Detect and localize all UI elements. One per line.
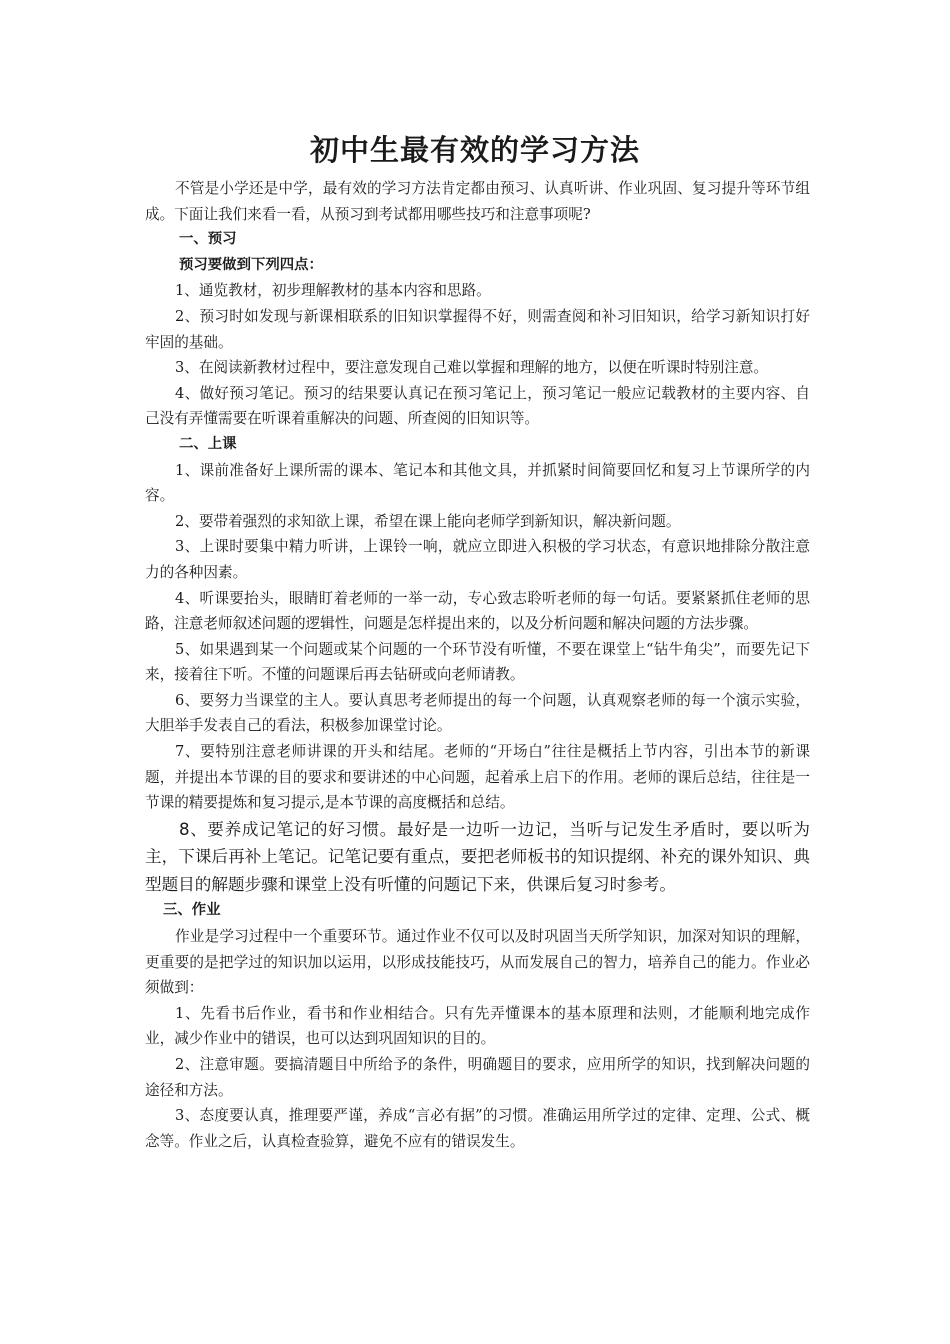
class-item-notes: 8、要养成记笔记的好习惯。最好是一边听一边记，当听与记发生矛盾时，要以听为主，下课后再补上笔记。记笔记要有重点，要把老师板书的知识提纲、补充的课外知识、典型题目的解题步骤和课堂上没有听懂的问题记下来，供课后复习时参考。 (145, 819, 810, 894)
homework-item: 2、注意审题。要搞清题目中所给予的条件，明确题目的要求，应用所学的知识，找到解决问题的途径和方法。 (145, 1055, 810, 1099)
intro-paragraph: 不管是小学还是中学，最有效的学习方法肯定都由预习、认真听讲、作业巩固、复习提升等环节组成。下面让我们来看一看，从预习到考试都用哪些技巧和注意事项呢? (145, 180, 810, 223)
homework-intro: 作业是学习过程中一个重要环节。通过作业不仅可以及时巩固当天所学知识，加深对知识的理解，更重要的是把学过的知识加以运用，以形成技能技巧，从而发展自己的智力，培养自己的能力。作业必须做到： (145, 927, 810, 997)
preview-item: 4、做好预习笔记。预习的结果要认真记在预习笔记上，预习笔记一般应记载教材的主要内容、自己没有弄懂需要在听课着重解决的问题、所查阅的旧知识等。 (145, 384, 810, 428)
class-item: 6、要努力当课堂的主人。要认真思考老师提出的每一个问题，认真观察老师的每一个演示实验，大胆举手发表自己的看法，积极参加课堂讨论。 (145, 691, 810, 735)
class-item: 7、要特别注意老师讲课的开头和结尾。老师的“开场白”往往是概括上节内容，引出本节的新课题，并提出本节课的目的要求和要讲述的中心问题，起着承上启下的作用。老师的课后总结，往往是一节课的精要提炼和复习提示,是本节课的高度概括和总结。 (145, 743, 810, 812)
section-subheading-preview: 预习要做到下列四点： (179, 256, 323, 273)
preview-item: 1、通览教材，初步理解教材的基本内容和思路。 (175, 282, 491, 300)
section-heading-homework: 三、作业 (163, 902, 221, 919)
class-item: 5、如果遇到某一个问题或某个问题的一个环节没有听懂，不要在课堂上“钻牛角尖”，而要先记下来，接着往下听。不懂的问题课后再去钻研或向老师请教。 (145, 640, 810, 684)
section-heading-preview: 一、预习 (179, 231, 237, 248)
preview-item: 3、在阅读新教材过程中，要注意发现自己难以掌握和理解的地方，以便在听课时特别注意。 (175, 359, 769, 377)
homework-item: 1、先看书后作业，看书和作业相结合。只有先弄懂课本的基本原理和法则，才能顺利地完成作业，减少作业中的错误，也可以达到巩固知识的目的。 (145, 1004, 810, 1048)
class-item: 3、上课时要集中精力听讲，上课铃一响，就应立即进入积极的学习状态，有意识地排除分散注意力的各种因素。 (145, 538, 810, 581)
document-body (145, 176, 810, 1154)
homework-item: 3、态度要认真，推理要严谨，养成“言必有据”的习惯。准确运用所学过的定律、定理、公式、概念等。作业之后，认真检查验算，避免不应有的错误发生。 (145, 1107, 810, 1150)
section-heading-class: 二、上课 (179, 435, 237, 452)
document-title: 初中生最有效的学习方法 (309, 133, 640, 167)
preview-item: 2、预习时如发现与新课相联系的旧知识掌握得不好，则需查阅和补习旧知识，给学习新知识打好牢固的基础。 (145, 307, 810, 351)
class-item: 1、课前准备好上课所需的课本、笔记本和其他文具，并抓紧时间简要回忆和复习上节课所学的内容。 (145, 461, 810, 505)
class-item: 4、听课要抬头，眼睛盯着老师的一举一动，专心致志聆听老师的每一句话。要紧紧抓住老师的思路，注意老师叙述问题的逻辑性，问题是怎样提出来的，以及分析问题和解决问题的方法步骤。 (145, 589, 810, 633)
class-item: 2、要带着强烈的求知欲上课，希望在课上能向老师学到新知识，解决新问题。 (175, 512, 681, 530)
